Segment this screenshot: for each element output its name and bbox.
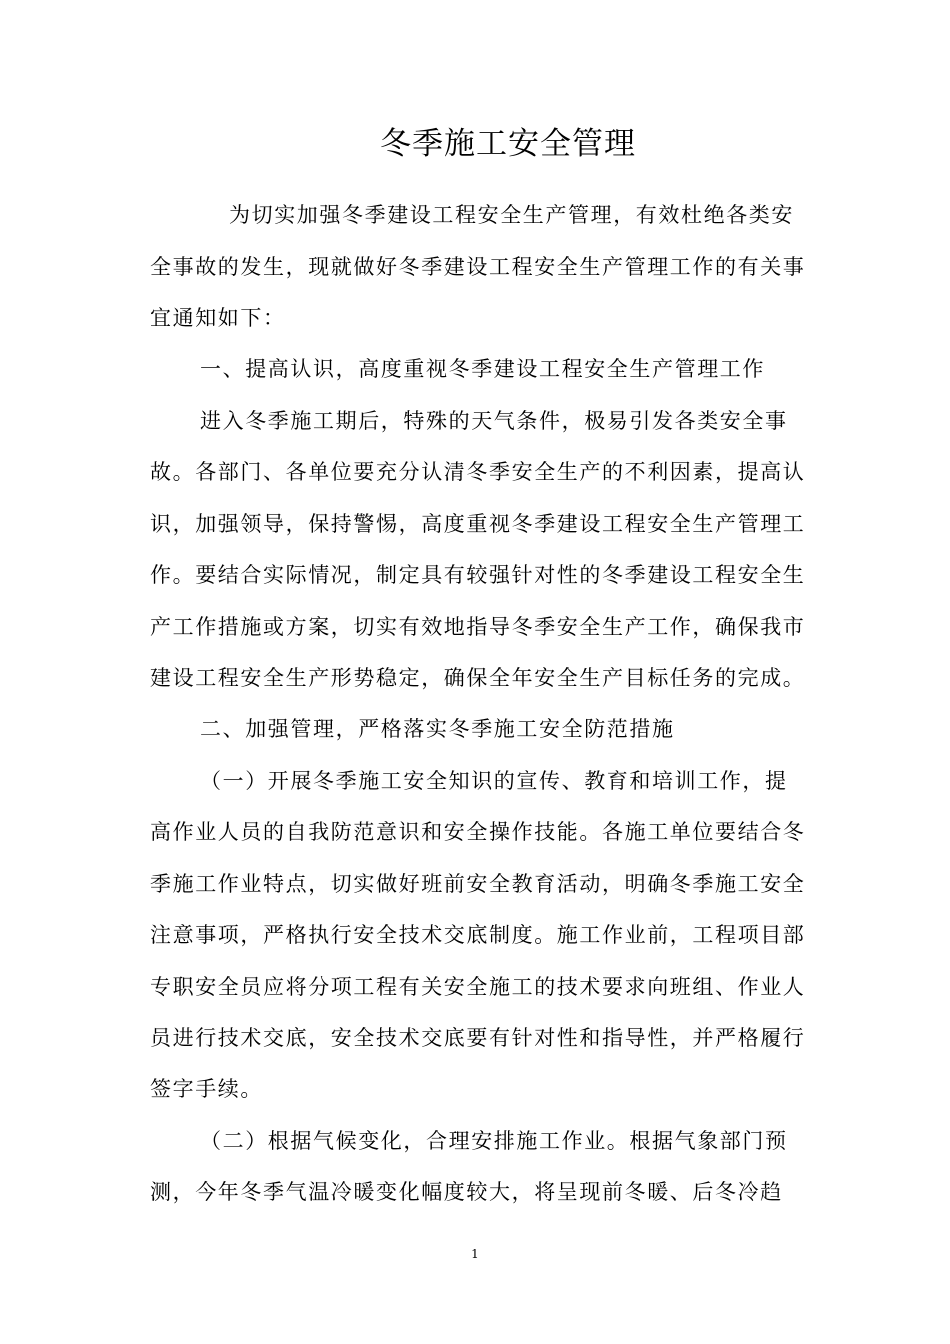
- paragraph-line: 进入冬季施工期后，特殊的天气条件，极易引发各类安全事: [200, 409, 788, 433]
- paragraph-line: （二）根据气候变化，合理安排施工作业。根据气象部门预: [200, 1129, 788, 1153]
- paragraph-line: 测，今年冬季气温冷暖变化幅度较大，将呈现前冬暖、后冬冷趋: [150, 1180, 783, 1204]
- paragraph-line: 高作业人员的自我防范意识和安全操作技能。各施工单位要结合冬: [150, 820, 806, 844]
- paragraph-line: （一）开展冬季施工安全知识的宣传、教育和培训工作，提: [200, 769, 788, 793]
- paragraph-line: 注意事项，严格执行安全技术交底制度。施工作业前，工程项目部: [150, 923, 806, 947]
- paragraph-line: 识，加强领导，保持警惕，高度重视冬季建设工程安全生产管理工: [150, 512, 806, 536]
- document-title: 冬季施工安全管理: [380, 126, 636, 162]
- paragraph-line: 员进行技术交底，安全技术交底要有针对性和指导性，并严格履行: [150, 1026, 806, 1050]
- section-heading: 一、提高认识，高度重视冬季建设工程安全生产管理工作: [200, 357, 765, 381]
- paragraph-line: 宜通知如下：: [150, 306, 286, 330]
- section-heading: 二、加强管理，严格落实冬季施工安全防范措施: [200, 717, 675, 741]
- page-number: 1: [471, 1247, 479, 1261]
- paragraph-line: 季施工作业特点，切实做好班前安全教育活动，明确冬季施工安全: [150, 872, 806, 896]
- paragraph-line: 故。各部门、各单位要充分认清冬季安全生产的不利因素，提高认: [150, 460, 806, 484]
- paragraph-line: 全事故的发生，现就做好冬季建设工程安全生产管理工作的有关事: [150, 255, 806, 279]
- paragraph-line: 专职安全员应将分项工程有关安全施工的技术要求向班组、作业人: [150, 975, 806, 999]
- paragraph-line: 签字手续。: [150, 1077, 263, 1101]
- paragraph-line: 为切实加强冬季建设工程安全生产管理，有效杜绝各类安: [229, 203, 794, 227]
- paragraph-line: 建设工程安全生产形势稳定，确保全年安全生产目标任务的完成。: [150, 666, 806, 690]
- paragraph-line: 产工作措施或方案，切实有效地指导冬季安全生产工作，确保我市: [150, 615, 806, 639]
- paragraph-line: 作。要结合实际情况，制定具有较强针对性的冬季建设工程安全生: [150, 563, 806, 587]
